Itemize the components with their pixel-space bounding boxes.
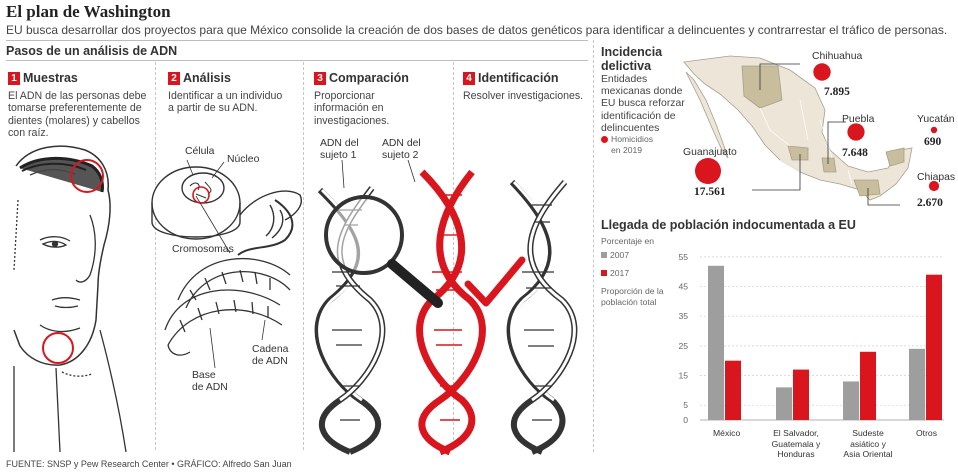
map-heading: Incidencia delictiva bbox=[601, 45, 663, 73]
bar-2017 bbox=[926, 275, 942, 420]
step-text: Proporcionar información en investigaciones. bbox=[314, 90, 390, 127]
bar-2017 bbox=[725, 361, 741, 420]
dna-chain-label: Cadena de ADN bbox=[252, 344, 289, 367]
step-number: 2 bbox=[168, 72, 180, 85]
map-description: Entidades mexicanas donde EU busca reforzar identificación de delincuentes bbox=[601, 74, 685, 134]
chart-heading: Llegada de población indocumentada a EU bbox=[601, 218, 856, 232]
state-name-puebla: Puebla bbox=[842, 114, 875, 125]
map-legend: Homicidios en 2019 bbox=[611, 134, 654, 155]
y-tick-label: 5 bbox=[683, 400, 688, 411]
bar-2017 bbox=[860, 352, 876, 420]
page-subtitle: EU busca desarrollar dos proyectos para que México consolide la creación de dos bases de datos genéticos para identificar a delincuentes y contrarrestar el tráfico de personas. bbox=[6, 23, 948, 37]
state-value-puebla: 7.648 bbox=[842, 147, 868, 159]
category-label: Otros bbox=[916, 428, 938, 438]
nucleus-label: Núcleo bbox=[227, 154, 260, 165]
page-title: El plan de Washington bbox=[6, 2, 171, 21]
category-label: Sudeste asiático y Asia Oriental bbox=[843, 428, 893, 460]
step-number: 4 bbox=[463, 72, 475, 85]
cell-label: Célula bbox=[185, 146, 215, 157]
step-title: Comparación bbox=[329, 71, 409, 85]
y-tick-label: 15 bbox=[678, 370, 688, 381]
bar-2007 bbox=[708, 266, 724, 420]
legend-label-2017: 2017 bbox=[610, 268, 630, 278]
y-tick-label: 45 bbox=[678, 281, 688, 292]
y-tick-label: 35 bbox=[678, 311, 688, 322]
state-value-chihuahua: 7.895 bbox=[824, 86, 850, 98]
chromosomes-label: Cromosomas bbox=[172, 244, 234, 255]
y-tick-label: 25 bbox=[678, 340, 688, 351]
category-label: México bbox=[713, 428, 741, 438]
step-number: 3 bbox=[314, 72, 326, 85]
subject1-label: ADN del sujeto 1 bbox=[320, 138, 359, 161]
state-name-guanajuato: Guanajuato bbox=[683, 147, 737, 158]
bar-2007 bbox=[776, 387, 792, 420]
step-title: Muestras bbox=[23, 71, 78, 85]
step-title: Análisis bbox=[183, 71, 231, 85]
legend-label-2007: 2007 bbox=[610, 250, 630, 260]
state-value-yucatan: 690 bbox=[924, 136, 942, 148]
chart-legend-title: Porcentaje en bbox=[601, 236, 655, 246]
step-text: El ADN de las personas debe tomarse preferentemente de dientes (molares) y cabellos con raíz. bbox=[8, 90, 147, 140]
chart-ylabel: Proporción de la población total bbox=[601, 286, 664, 307]
bar-2017 bbox=[793, 370, 809, 420]
step-title: Identificación bbox=[478, 71, 559, 85]
bar-2007 bbox=[909, 349, 925, 420]
bar-2007 bbox=[843, 381, 859, 420]
steps-heading: Pasos de un análisis de ADN bbox=[6, 44, 178, 58]
state-name-yucatan: Yucatán bbox=[917, 114, 955, 125]
step-text: Identificar a un individuo a partir de su ADN. bbox=[168, 90, 283, 115]
dna-base-label: Base de ADN bbox=[192, 370, 228, 393]
subject2-label: ADN del sujeto 2 bbox=[382, 138, 421, 161]
footer-source: FUENTE: SNSP y Pew Research Center • GRÁFICO: Alfredo San Juan bbox=[6, 459, 292, 469]
step-text: Resolver investigaciones. bbox=[463, 90, 584, 102]
y-tick-label: 55 bbox=[678, 251, 688, 262]
state-name-chiapas: Chiapas bbox=[917, 172, 956, 183]
step-number: 1 bbox=[8, 72, 20, 85]
state-name-chihuahua: Chihuahua bbox=[812, 51, 863, 62]
category-label: El Salvador, Guatemala y Honduras bbox=[771, 428, 821, 460]
state-value-chiapas: 2.670 bbox=[917, 197, 943, 209]
y-tick-label: 0 bbox=[683, 415, 688, 425]
state-value-guanajuato: 17.561 bbox=[694, 186, 726, 198]
